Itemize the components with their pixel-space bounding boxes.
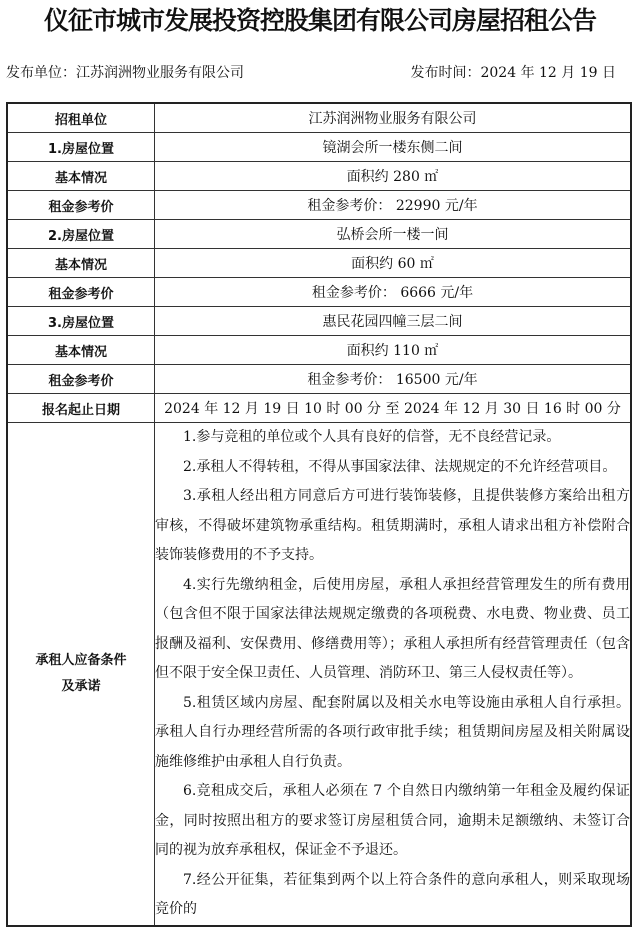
row-value: 惠民花园四幢三层二间	[155, 307, 632, 336]
table-row	[7, 336, 631, 365]
row-value: 面积约 60 ㎡	[155, 249, 632, 278]
table-row	[7, 103, 631, 133]
row-label: 3.房屋位置	[7, 307, 155, 336]
row-value: 江苏润洲物业服务有限公司	[155, 103, 632, 133]
row-value: 租金参考价： 16500 元/年	[155, 365, 632, 394]
conditions-text	[155, 423, 632, 926]
publish-time-line	[410, 63, 616, 83]
condition-item: 6.竞租成交后，承租人必须在 7 个自然日内缴纳第一年租金及履约保证金，同时按照出租方的要求签订房屋租赁合同，逾期未足额缴纳、未签订合同的视为放弃承租权，保证金不予退还。	[155, 783, 630, 858]
condition-item: 2.承租人不得转租，不得从事国家法律、法规规定的不允许经营项目。	[183, 458, 617, 475]
publish-time-label: 发布时间：	[410, 65, 481, 81]
row-label: 基本情况	[7, 249, 155, 278]
row-value: 租金参考价： 6666 元/年	[155, 278, 632, 307]
row-value: 弘桥会所一楼一间	[155, 220, 632, 249]
table-row	[7, 220, 631, 249]
page-title: 仪征市城市发展投资控股集团有限公司房屋招租公告	[43, 6, 596, 35]
condition-item: 7.经公开征集，若征集到两个以上符合条件的意向承租人，则采取现场竞价的	[155, 871, 630, 917]
row-label: 报名起止日期	[7, 394, 155, 423]
table-row	[7, 133, 631, 162]
row-value: 面积约 110 ㎡	[155, 336, 632, 365]
table-row	[7, 307, 631, 336]
publisher-value: 江苏润洲物业服务有限公司	[76, 65, 244, 81]
conditions-label	[7, 423, 155, 926]
table-row	[7, 191, 631, 220]
row-value: 面积约 280 ㎡	[155, 162, 632, 191]
condition-item: 4.实行先缴纳租金，后使用房屋，承租人承担经营管理发生的所有费用（包含但不限于国家法律法规规定缴费的各项税费、水电费、物业费、员工报酬及福利、安保费用、修缮费用等）；承租人承担所有经营管理责任（包含但不限于安全保卫责任、人员管理、消防环卫、第三人侵权责任等）。	[155, 576, 630, 681]
publisher-line	[6, 63, 244, 83]
rental-info-table	[6, 102, 632, 927]
row-value: 租金参考价： 22990 元/年	[155, 191, 632, 220]
conditions-label-line: 承租人应备条件	[35, 652, 127, 668]
table-row	[7, 278, 631, 307]
publisher-label: 发布单位：	[6, 65, 76, 81]
conditions-label-line: 及承诺	[61, 678, 101, 694]
publish-time-value: 2024 年 12 月 19 日	[480, 65, 616, 81]
table-row	[7, 394, 631, 423]
table-row	[7, 249, 631, 278]
row-value: 镜湖会所一楼东侧二间	[155, 133, 632, 162]
table-row	[7, 365, 631, 394]
condition-item: 5.租赁区域内房屋、配套附属以及相关水电等设施由承租人自行承担。承租人自行办理经营所需的各项行政审批手续；租赁期间房屋及相关附属设施维修维护由承租人自行负责。	[155, 694, 630, 770]
conditions-row	[7, 423, 631, 926]
condition-item: 1.参与竞租的单位或个人具有良好的信誉，无不良经营记录。	[183, 429, 561, 445]
row-label: 2.房屋位置	[7, 220, 155, 249]
row-label: 1.房屋位置	[7, 133, 155, 162]
table-row	[7, 162, 631, 191]
row-label: 租金参考价	[7, 278, 155, 307]
row-label: 招租单位	[7, 103, 155, 133]
row-label: 租金参考价	[7, 191, 155, 220]
row-label: 基本情况	[7, 162, 155, 191]
row-value: 2024 年 12 月 19 日 10 时 00 分 至 2024 年 12 月 30 日 16 时 00 分	[155, 394, 632, 423]
condition-item: 3.承租人经出租方同意后方可进行装饰装修，且提供装修方案给出租方审核，不得破坏建筑物承重结构。租赁期满时，承租人请求出租方补偿附合装饰装修费用的不予支持。	[155, 488, 630, 563]
row-label: 租金参考价	[7, 365, 155, 394]
row-label: 基本情况	[7, 336, 155, 365]
